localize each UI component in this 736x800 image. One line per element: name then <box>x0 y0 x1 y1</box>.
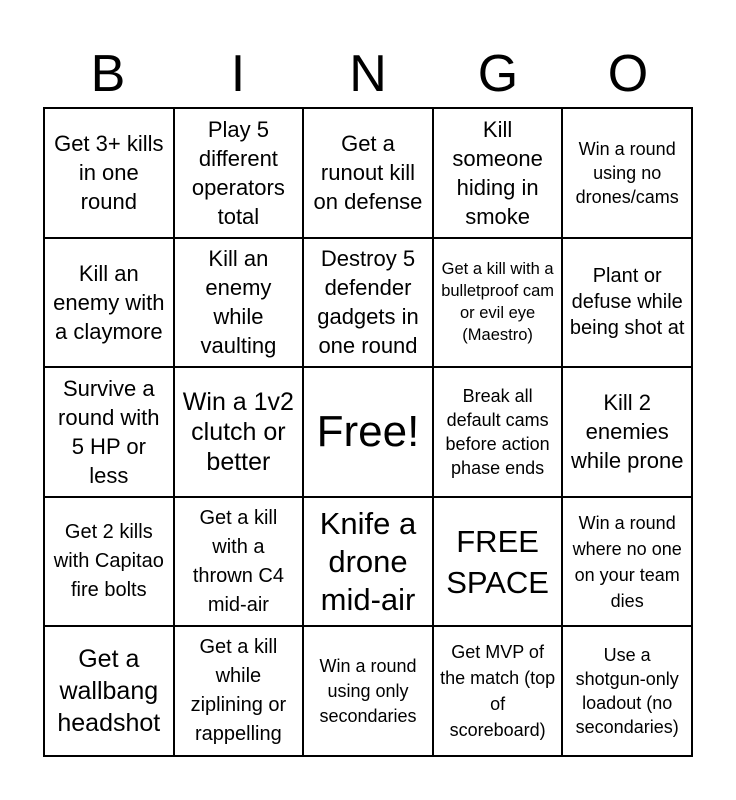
bingo-cell[interactable] <box>303 108 433 238</box>
cell-text: Get a kill while ziplining or rappelling <box>190 636 287 746</box>
cell-text: Win a round where no one on your team dies <box>572 512 682 611</box>
bingo-cell[interactable] <box>303 497 433 627</box>
bingo-cell[interactable] <box>562 238 692 368</box>
cell-text: Plant or defuse while being shot at <box>569 265 685 340</box>
bingo-cell[interactable] <box>44 367 174 497</box>
cell-text: Get a kill with a thrown C4 mid-air <box>192 506 284 616</box>
bingo-cell[interactable] <box>303 626 433 756</box>
bingo-cell[interactable] <box>562 108 692 238</box>
header-letter-b: B <box>90 45 126 103</box>
bingo-cell[interactable] <box>433 497 563 627</box>
bingo-cell[interactable] <box>44 238 174 368</box>
bingo-cell[interactable] <box>433 108 563 238</box>
header-letter-i: I <box>230 45 246 103</box>
bingo-cell[interactable] <box>174 626 304 756</box>
bingo-cell[interactable] <box>174 238 304 368</box>
cell-text: Kill an enemy while vaulting <box>200 246 277 359</box>
bingo-cell[interactable] <box>174 497 304 627</box>
bingo-cell[interactable] <box>433 367 563 497</box>
bingo-grid <box>43 107 693 757</box>
bingo-cell[interactable] <box>562 497 692 627</box>
bingo-cell[interactable] <box>44 626 174 756</box>
cell-text: Win a round using no drones/cams <box>575 138 679 207</box>
bingo-cell[interactable] <box>174 108 304 238</box>
cell-text: Play 5 different operators total <box>191 116 285 229</box>
cell-text: Knife a drone mid-air <box>319 505 417 617</box>
free-space-text: FREE SPACE <box>446 523 549 600</box>
bingo-cell[interactable] <box>562 626 692 756</box>
cell-text: Use a shotgun-only loadout (no secondaries) <box>575 645 679 738</box>
header-letter-o: O <box>607 45 649 103</box>
bingo-cell[interactable] <box>562 367 692 497</box>
header-letter-n: N <box>349 45 387 103</box>
cell-text: Win a 1v2 clutch or better <box>182 387 294 476</box>
cell-text: Survive a round with 5 HP or less <box>58 375 160 488</box>
free-cell-text: Free! <box>316 406 420 456</box>
bingo-header <box>43 40 693 108</box>
cell-text: Get a wallbang headshot <box>57 645 161 738</box>
bingo-cell[interactable] <box>303 238 433 368</box>
cell-text: Get MVP of the match (top of scoreboard) <box>440 642 556 741</box>
cell-text: Kill an enemy with a claymore <box>53 260 165 344</box>
bingo-cell[interactable] <box>433 238 563 368</box>
bingo-cell[interactable] <box>44 497 174 627</box>
cell-text: Win a round using only secondaries <box>319 655 417 726</box>
bingo-cell[interactable] <box>44 108 174 238</box>
header-letter-g: G <box>477 45 519 103</box>
cell-text: Get 3+ kills in one round <box>54 131 164 215</box>
cell-text: Kill someone hiding in smoke <box>452 116 543 229</box>
bingo-cell[interactable] <box>303 367 433 497</box>
cell-text: Kill 2 enemies while prone <box>570 390 684 474</box>
bingo-cell[interactable] <box>174 367 304 497</box>
cell-text: Get 2 kills with Capitao fire bolts <box>53 521 164 602</box>
cell-text: Destroy 5 defender gadgets in one round <box>317 246 419 359</box>
cell-text: Break all default cams before action phase ends <box>445 385 550 478</box>
cell-text: Get a kill with a bulletproof cam or evil eye (Maestro) <box>441 260 554 345</box>
bingo-cell[interactable] <box>433 626 563 756</box>
cell-text: Get a runout kill on defense <box>313 131 423 215</box>
